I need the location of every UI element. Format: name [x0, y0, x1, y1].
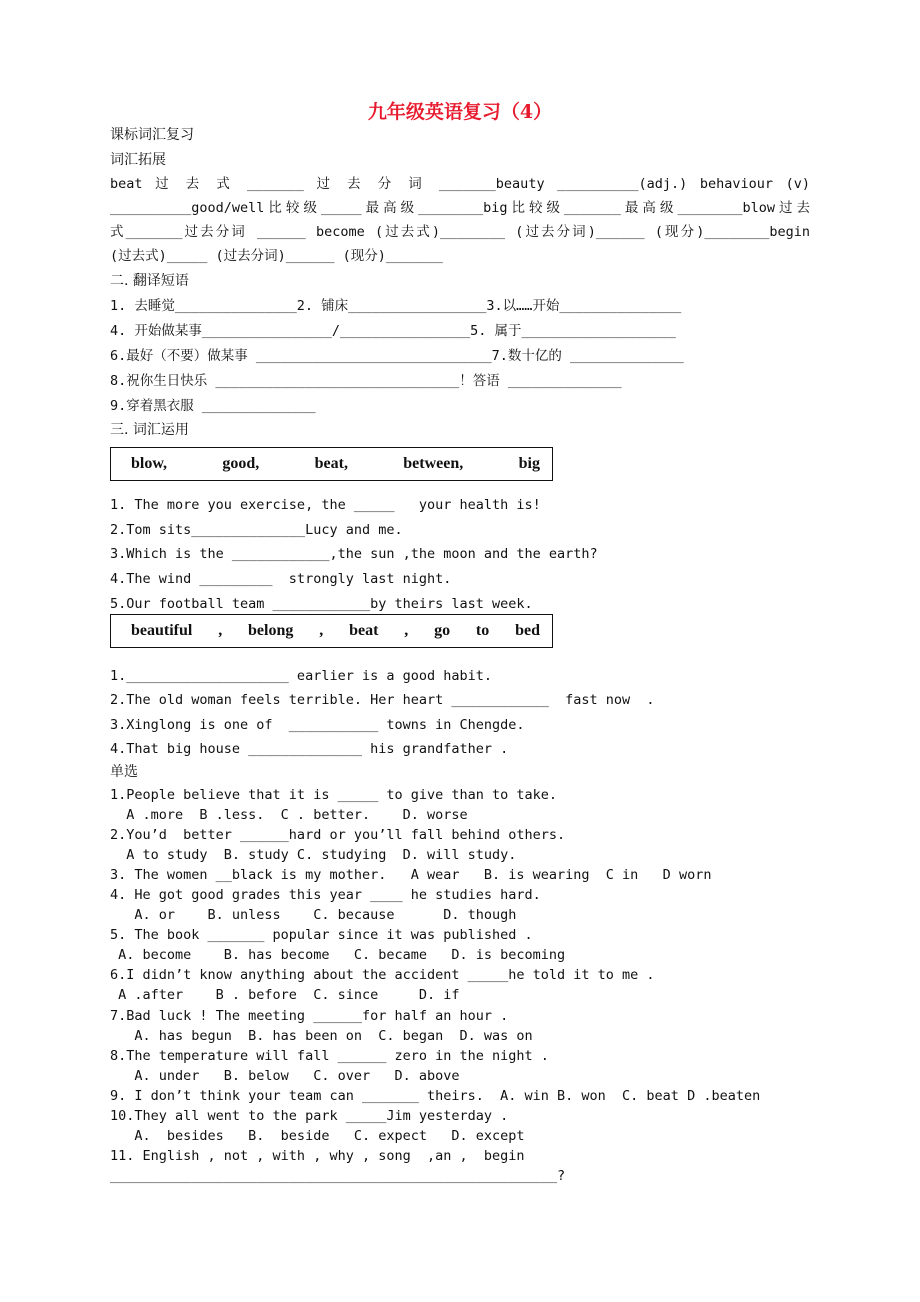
choice-line: 8.The temperature will fall ______ zero in the night . [110, 1048, 549, 1064]
choice-line: _______________________________________________________? [110, 1168, 566, 1184]
word-box-item: go [434, 622, 451, 639]
vocab-line: (过去式)_____ (过去分词)______ (现分)_______ [110, 248, 443, 264]
word-box-2 [110, 614, 553, 648]
section-heading-vocab-expansion: 词汇拓展 [110, 152, 166, 168]
choice-line: 10.They all went to the park _____Jim yesterday . [110, 1108, 509, 1124]
translate-line: 6.最好（不要）做某事 _____________________________7.数十亿的 ______________ [110, 348, 684, 364]
choice-line: 2.You’d better ______hard or you’ll fall behind others. [110, 827, 566, 843]
word-box-item: between, [403, 455, 464, 472]
exercise-line: 4.That big house ______________ his grandfather . [110, 741, 509, 757]
choice-line: A. become B. has become C. became D. is becoming [110, 947, 566, 963]
word-box-item: , [404, 622, 409, 639]
exercise-line: 1. The more you exercise, the _____ your health is! [110, 497, 541, 513]
word-box-item: blow, [131, 455, 168, 472]
exercise-line: 2.Tom sits______________Lucy and me. [110, 522, 403, 538]
vocab-line: beat 过 去 式 _______ 过 去 分 词 _______beauty __________(adj.) behaviour (v) [110, 176, 810, 192]
word-box-item: , [218, 622, 223, 639]
word-box-item: beat, [314, 455, 348, 472]
translate-line: 1. 去睡觉_______________2. 铺床_________________3.以……开始_______________ [110, 298, 682, 314]
choice-line: A to study B. study C. studying D. will study. [110, 847, 517, 863]
choice-line: 7.Bad luck ! The meeting ______for half an hour . [110, 1008, 509, 1024]
word-box-item: good, [222, 455, 260, 472]
word-box-item: , [319, 622, 324, 639]
section-heading-vocab-usage: 三. 词汇运用 [110, 422, 189, 438]
vocab-line: 式_______过去分词 ______ become (过去式)________ (过去分词)______ (现分)________begin [110, 224, 810, 240]
section-heading-single-choice: 单选 [110, 764, 138, 780]
choice-line: A. besides B. beside C. expect D. except [110, 1128, 525, 1144]
word-box-item: bed [515, 622, 540, 639]
choice-line: A. has begun B. has been on C. began D. was on [110, 1028, 533, 1044]
choice-line: A .after B . before C. since D. if [110, 987, 460, 1003]
subtitle: 课标词汇复习 [110, 127, 194, 143]
word-box-item: beautiful [131, 622, 193, 639]
choice-line: 5. The book _______ popular since it was published . [110, 927, 533, 943]
word-box-item: big [518, 455, 540, 472]
choice-line: 3. The women __black is my mother. A wear B. is wearing C in D worn [110, 867, 712, 883]
page-title: 九年级英语复习（4） [367, 101, 553, 123]
exercise-line: 3.Which is the ____________,the sun ,the moon and the earth? [110, 546, 598, 562]
choice-line: 6.I didn’t know anything about the accident _____he told it to me . [110, 967, 655, 983]
translate-line: 4. 开始做某事________________/________________5. 属于___________________ [110, 323, 676, 339]
word-box-item: to [475, 622, 490, 639]
choice-line: A. under B. below C. over D. above [110, 1068, 460, 1084]
vocab-line: __________good/well比较级_____最高级________big比较级_______最高级________blow过去 [110, 200, 810, 216]
choice-line: A. or B. unless C. because D. though [110, 907, 517, 923]
word-box-item: beat [349, 622, 379, 639]
exercise-line: 4.The wind _________ strongly last night. [110, 571, 452, 587]
translate-line: 8.祝你生日快乐 ______________________________！答语 ______________ [110, 373, 622, 389]
section-heading-translate: 二. 翻译短语 [110, 273, 189, 289]
exercise-line: 1.____________________ earlier is a good habit. [110, 668, 493, 684]
translate-line: 9.穿着黑衣服 ______________ [110, 398, 316, 414]
exercise-line: 2.The old woman feels terrible. Her heart ____________ fast now . [110, 692, 655, 708]
exercise-line: 3.Xinglong is one of ___________ towns in Chengde. [110, 717, 525, 733]
choice-line: 4. He got good grades this year ____ he studies hard. [110, 887, 541, 903]
choice-line: 11. English , not , with , why , song ,an , begin [110, 1148, 525, 1164]
word-box-item: belong [248, 622, 294, 639]
word-box-1 [110, 447, 553, 481]
choice-line: 1.People believe that it is _____ to give than to take. [110, 787, 558, 803]
exercise-line: 5.Our football team ____________by theirs last week. [110, 596, 533, 612]
choice-line: A .more B .less. C . better. D. worse [110, 807, 468, 823]
choice-line: 9. I don’t think your team can _______ theirs. A. win B. won C. beat D .beaten [110, 1088, 761, 1104]
